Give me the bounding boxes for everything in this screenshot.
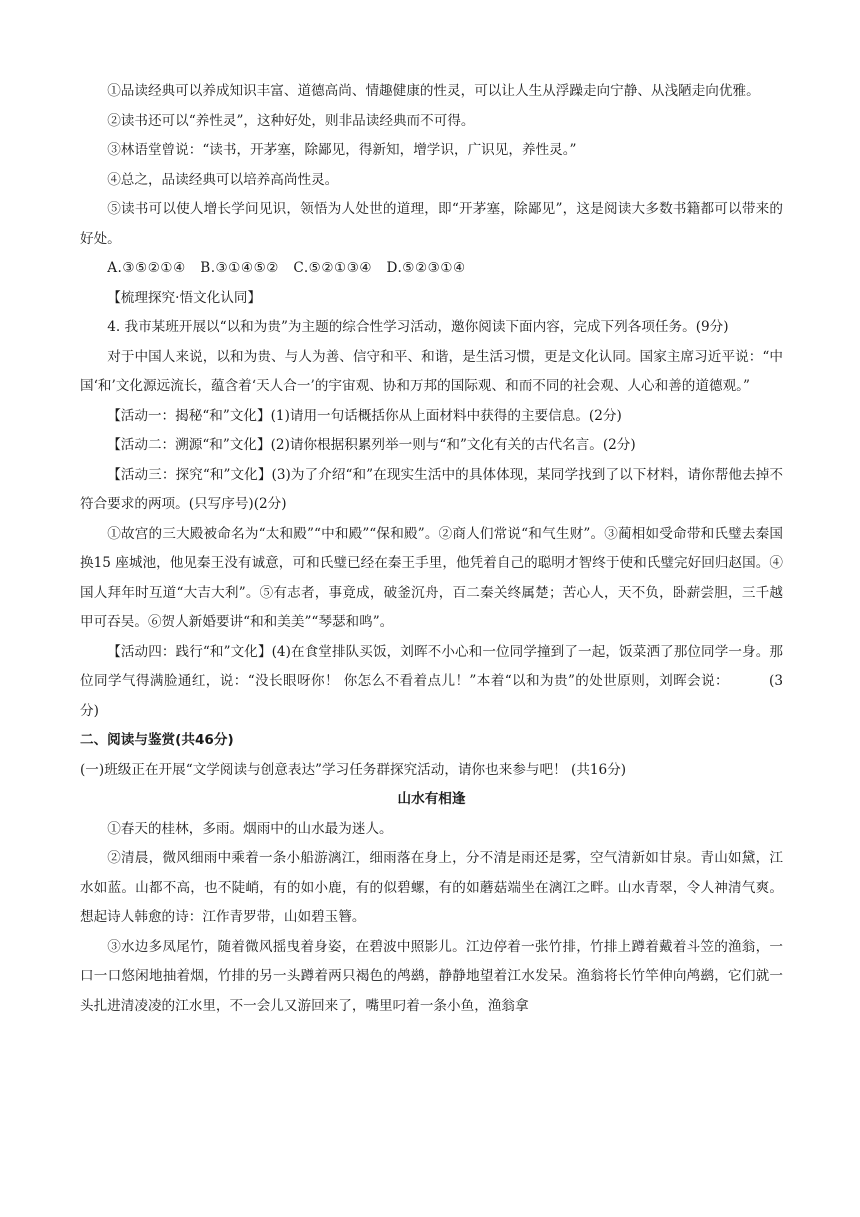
q3-sentence-2: ②读书还可以“养性灵”，这种好处，则非品读经典而不可得。 — [107, 112, 475, 129]
q4-stem: 4. 我市某班开展以“以和为贵”为主题的综合性学习活动，邀你阅读下面内容，完成下列各项任务。(9分) — [107, 319, 729, 335]
q4-activity-4-score: (3分) — [80, 673, 783, 719]
q4-activity-4 — [80, 638, 783, 727]
q4-activity-2: 【活动二：溯源“和”文化】(2)请你根据积累列举一则与“和”文化有关的古代名言。(2分) — [107, 437, 636, 453]
q3-sentence-4: ④总之，品读经典可以培养高尚性灵。 — [107, 171, 339, 188]
passage-paragraph-2: ②清晨，微风细雨中乘着一条小船游漓江，细雨落在身上，分不清是雨还是雾，空气清新如甘泉。青山如黛，江水如蓝。山都不高，也不陡峭，有的如小鹿，有的似碧螺，有的如蘑菇端坐在漓江之畔。山水青翠，令人神清气爽。想起诗人韩愈的诗：江作青罗带，山如碧玉簪。 — [80, 850, 783, 925]
section-2-title: 二、阅读与鉴赏(共46分) — [80, 732, 234, 748]
q4-activity-3-material: ①故宫的三大殿被命名为“太和殿”“中和殿”“保和殿”。②商人们常说“和气生财”。③蔺相如受命带和氏璧去秦国换15 座城池，他见秦王没有诚意，可和氏璧已经在秦王手里，他凭着自己的聪明才智终于使和氏璧完好回归赵国。④国人拜年时互道“大吉大利”。⑤有志者，事竟成，破釜沉舟，百二秦关终属楚；苦心人，天不负，卧薪尝胆，三千越甲可吞吴。⑥贺人新婚要讲“和和美美”“琴瑟和鸣”。 — [80, 525, 783, 630]
q3-sentence-1: ①品读经典可以养成知识丰富、道德高尚、情趣健康的性灵，可以让人生从浮躁走向宁静、从浅陋走向优雅。 — [107, 83, 760, 99]
q3-sentence-3: ③林语堂曾说：“读书，开茅塞，除鄙见，得新知，增学识，广识见，养性灵。” — [107, 142, 577, 158]
passage-paragraph-3: ③水边多凤尾竹，随着微风摇曳着身姿，在碧波中照影儿。江边停着一张竹排，竹排上蹲着戴着斗笠的渔翁，一口一口悠闲地抽着烟，竹排的另一头蹲着两只褐色的鸬鹚，静静地望着江水发呆。渔翁将长竹竿伸向鸬鹚，它们就一头扎进清凌凌的江水里，不一会儿又游回来了，嘴里叼着一条小鱼，渔翁拿 — [80, 938, 783, 1014]
q4-activity-4-text: 【活动四：践行“和”文化】(4)在食堂排队买饭，刘晖不小心和一位同学撞到了一起，饭菜洒了那位同学一身。那位同学气得满脸通红，说：“没长眼呀你！ 你怎么不看着点儿！”本着“以和为贵”的处世原则，刘晖会说： — [80, 643, 783, 689]
q4-material: 对于中国人来说，以和为贵、与人为善、信守和平、和谐，是生活习惯，更是文化认同。国家主席习近平说：“中国‘和’文化源远流长，蕴含着‘天人合一’的宇宙观、协和万邦的国际观、和而不同的社会观、人心和善的道德观。” — [80, 348, 783, 394]
passage-title: 山水有相逢 — [397, 791, 466, 807]
q3-sentence-5: ⑤读书可以使人增长学问见识，领悟为人处世的道理，即“开茅塞，除鄙见”，这是阅读大多数书籍都可以带来的好处。 — [80, 201, 783, 247]
exam-page — [80, 77, 783, 1021]
culture-heading: 【梳理探究·悟文化认同】 — [107, 289, 262, 306]
q4-activity-3: 【活动三：探究“和”文化】(3)为了介绍“和”在现实生活中的具体体现，某同学找到了以下材料，请你帮他去掉不符合要求的两项。(只写序号)(2分) — [80, 466, 783, 512]
q3-options: A.③⑤②①④ B.③①④⑤② C.⑤②①③④ D.⑤②③①④ — [107, 260, 466, 276]
passage-paragraph-1: ①春天的桂林，多雨。烟雨中的山水最为迷人。 — [107, 820, 393, 837]
q4-activity-1: 【活动一：揭秘“和”文化】(1)请用一句话概括你从上面材料中获得的主要信息。(2分) — [107, 407, 622, 424]
section-2-sub-1: (一)班级正在开展“文学阅读与创意表达”学习任务群探究活动，请你也来参与吧！ (共16分) — [80, 761, 627, 778]
